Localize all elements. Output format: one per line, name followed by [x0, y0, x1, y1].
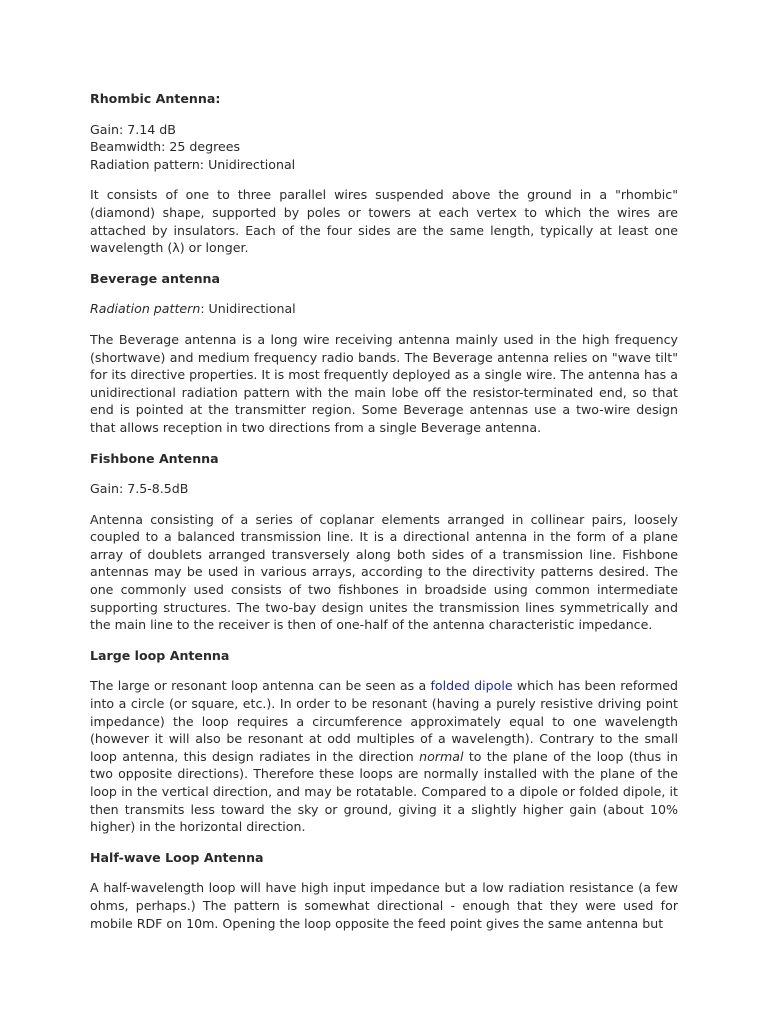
document-page — [90, 90, 678, 945]
fishbone-heading: Fishbone Antenna — [90, 450, 219, 466]
rhombic-gain: Gain: 7.14 dB — [90, 121, 176, 137]
fishbone-description: Antenna consisting of a series of coplanar elements arranged in collinear pairs, loosely coupled to a balanced transmission line. It is a directional antenna in the form of a plane array of doublets arranged transversely along both sides of a transmission line. Fishbone antennas may be used in various arrays, according to the directivity patterns desired. The one commonly used consists of two fishbones in broadside using common intermediate supporting structures. The two-bay design unites the transmission lines symmetrically and the main line to the receiver is then of one-half of the antenna characteristic impedance. — [90, 511, 678, 633]
folded-dipole-link[interactable]: folded dipole — [430, 678, 513, 694]
beverage-pattern-label: Radiation pattern — [90, 301, 201, 317]
large-loop-text-1: The large or resonant loop antenna can be seen as a — [90, 678, 431, 694]
rhombic-heading: Rhombic Antenna: — [90, 91, 221, 106]
half-wave-description: A half-wavelength loop will have high input impedance but a low radiation resistance (a few ohms, perhaps.) The pattern is somewhat directional - enough that they were used for mobile RDF on 10m. Opening the loop opposite the feed point gives the same antenna but — [90, 880, 678, 931]
large-loop-heading: Large loop Antenna — [90, 647, 230, 663]
large-loop-description — [90, 677, 678, 835]
rhombic-pattern-label: Radiation pattern: — [90, 156, 209, 172]
beverage-pattern-value: : Unidirectional — [200, 301, 296, 317]
beverage-pattern — [90, 300, 678, 318]
large-loop-emphasis: normal — [419, 748, 464, 764]
rhombic-beamwidth: Beamwidth: 25 degrees — [90, 139, 241, 155]
beverage-description: The Beverage antenna is a long wire receiving antenna mainly used in the high frequency (shortwave) and medium frequency radio bands. The Beverage antenna relies on "wave tilt" for its directive properties. It is most frequently deployed as a single wire. The antenna has a unidirectional radiation pattern with the main lobe off the resistor-terminated end, so that end is pointed at the transmitter region. Some Beverage antennas use a two-wire design that allows reception in two directions from a single Beverage antenna. — [90, 331, 678, 435]
rhombic-description: It consists of one to three parallel wires suspended above the ground in a "rhombic" (diamond) shape, supported by poles or towers at each vertex to which the wires are attached by insulators. Each of the four sides are the same length, typically at least one wavelength (λ) or longer. — [90, 187, 678, 256]
rhombic-pattern-value: Unidirectional — [208, 156, 296, 172]
fishbone-gain: Gain: 7.5-8.5dB — [90, 481, 189, 497]
half-wave-heading: Half-wave Loop Antenna — [90, 849, 264, 865]
beverage-heading: Beverage antenna — [90, 270, 220, 286]
rhombic-specs — [90, 121, 678, 174]
large-loop-text-2: which has been reformed into a circle (or square, etc.). In order to be resonant (having a purely resistive driving point impedance) the loop requires a circumference approximately equal to one wavelength (however it will also be resonant at odd multiples of a wavelength). Contrary to the small loop antenna, this design radiates in the direction — [90, 678, 678, 764]
rhombic-pattern — [90, 156, 678, 174]
large-loop-text-3: to the plane of the loop (thus in two opposite directions). Therefore these loops are normally installed with the plane of the loop in the vertical direction, and may be rotatable. Compared to a dipole or folded dipole, it then transmits less toward the sky or ground, giving it a slightly higher gain (about 10% higher) in the horizontal direction. — [90, 748, 678, 835]
